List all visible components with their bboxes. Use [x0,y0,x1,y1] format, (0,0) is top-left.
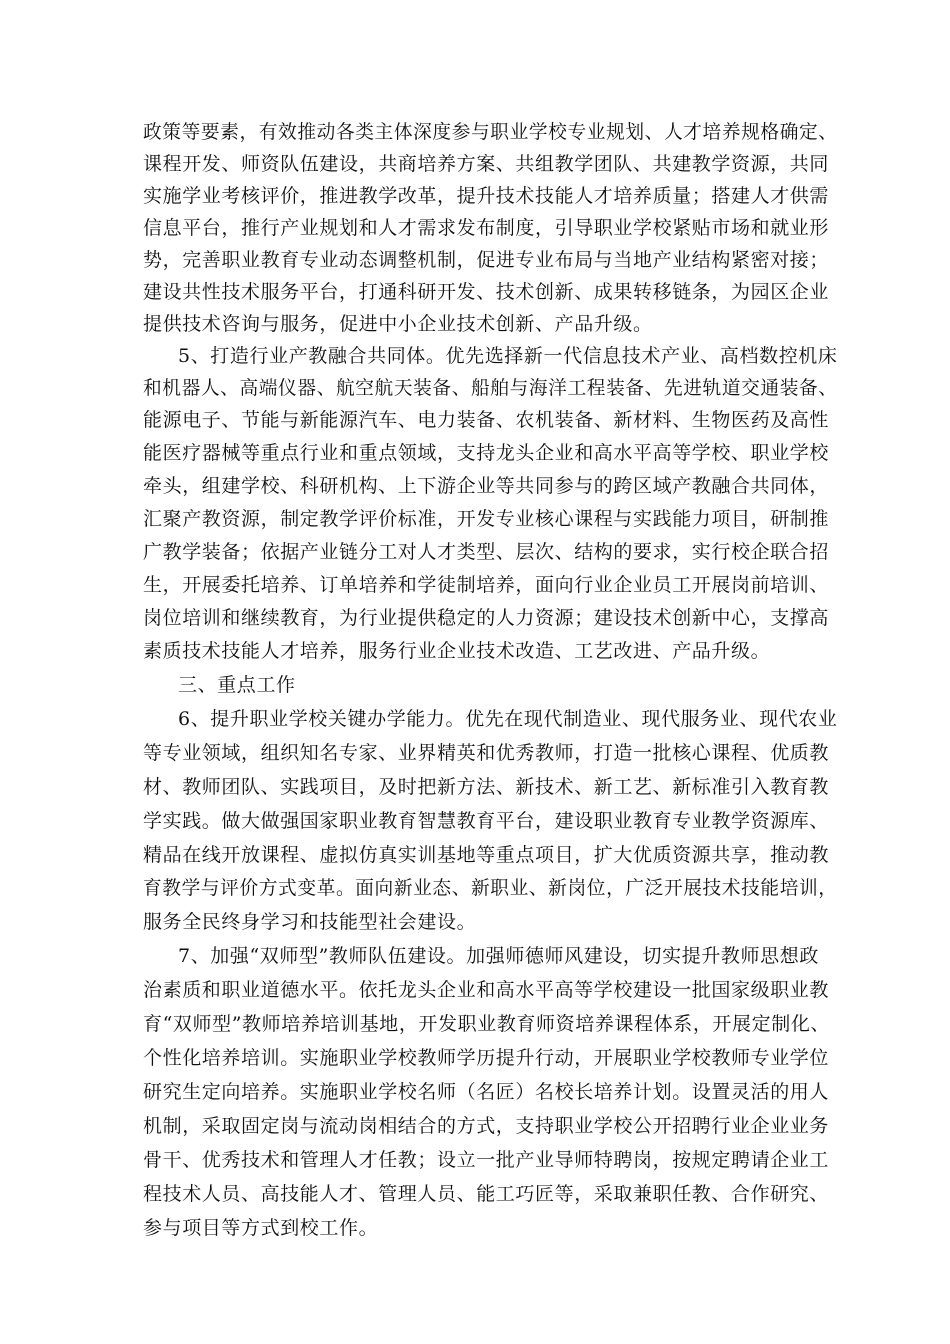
text-line: 服务全民终身学习和技能型社会建设。 [143,911,477,933]
text-line: 学实践。做大做强国家职业教育智慧教育平台，建设职业教育专业教学资源库、 [143,810,830,832]
text-line: 程技术人员、高技能人才、管理人员、能工巧匠等，采取兼职任教、合作研究、 [143,1183,830,1205]
text-line: 和机器人、高端仪器、航空航天装备、船舶与海洋工程装备、先进轨道交通装备、 [143,377,838,399]
text-line: 生，开展委托培养、订单培养和学徒制培养，面向行业企业员工开展岗前培训、 [143,574,830,596]
text-line: 汇聚产教资源，制定教学评价标准，开发专业核心课程与实践能力项目，研制推 [143,508,830,530]
text-line: 能医疗器械等重点行业和重点领域，支持龙头企业和高水平高等学校、职业学校 [143,442,830,464]
text-line: 广教学装备；依据产业链分工对人才类型、层次、结构的要求，实行校企联合招 [143,541,830,563]
text-line: 材、教师团队、实践项目，及时把新方法、新技术、新工艺、新标准引入教育教 [143,776,830,798]
section-heading: 三、重点工作 [178,674,296,696]
text-line: 治素质和职业道德水平。依托龙头企业和高水平高等学校建设一批国家级职业教 [143,979,830,1001]
text-line: 岗位培训和继续教育，为行业提供稳定的人力资源；建设技术创新中心，支撑高 [143,607,830,629]
text-line: 建设共性技术服务平台，打通科研开发、技术创新、成果转移链条，为园区企业 [143,281,830,303]
text-line: 等专业领域，组织知名专家、业界精英和优秀教师，打造一批核心课程、优质教 [143,742,830,764]
text-line: 提供技术咨询与服务，促进中小企业技术创新、产品升级。 [143,313,653,335]
text-line: 实施学业考核评价，推进教学改革，提升技术技能人才培养质量；搭建人才供需 [143,185,830,207]
text-line: 育“双师型”教师培养培训基地，开发职业教育师资培养课程体系，开展定制化、 [143,1013,831,1035]
text-line: 政策等要素，有效推动各类主体深度参与职业学校专业规划、人才培养规格确定、 [143,121,838,143]
paragraph-7-start: 7、加强“双师型”教师队伍建设。加强师德师风建设，切实提升教师思想政 [178,945,819,967]
text-line: 个性化培养培训。实施职业学校教师学历提升行动，开展职业学校教师专业学位 [143,1047,830,1069]
text-line: 牵头，组建学校、科研机构、上下游企业等共同参与的跨区域产教融合共同体， [143,475,830,497]
text-line: 精品在线开放课程、虚拟仿真实训基地等重点项目，扩大优质资源共享，推动教 [143,844,830,866]
text-line: 能源电子、节能与新能源汽车、电力装备、农机装备、新材料、生物医药及高性 [143,409,830,431]
paragraph-6-start: 6、提升职业学校关键办学能力。优先在现代制造业、现代服务业、现代农业 [178,708,838,730]
text-line: 势，完善职业教育专业动态调整机制，促进专业布局与当地产业结构紧密对接； [143,249,830,271]
text-line: 机制，采取固定岗与流动岗相结合的方式，支持职业学校公开招聘行业企业业务 [143,1115,830,1137]
text-line: 素质技术技能人才培养，服务行业企业技术改造、工艺改进、产品升级。 [143,640,771,662]
text-line: 研究生定向培养。实施职业学校名师（名匠）名校长培养计划。设置灵活的用人 [143,1081,830,1103]
text-line: 参与项目等方式到校工作。 [143,1217,379,1239]
text-line: 育教学与评价方式变革。面向新业态、新职业、新岗位，广泛开展技术技能培训， [143,877,838,899]
text-line: 骨干、优秀技术和管理人才任教；设立一批产业导师特聘岗，按规定聘请企业工 [143,1149,830,1171]
text-line: 信息平台，推行产业规划和人才需求发布制度，引导职业学校紧贴市场和就业形 [143,217,830,239]
text-line: 课程开发、师资队伍建设，共商培养方案、共组教学团队、共建教学资源，共同 [143,153,830,175]
paragraph-5-start: 5、打造行业产教融合共同体。优先选择新一代信息技术产业、高档数控机床 [178,345,838,367]
